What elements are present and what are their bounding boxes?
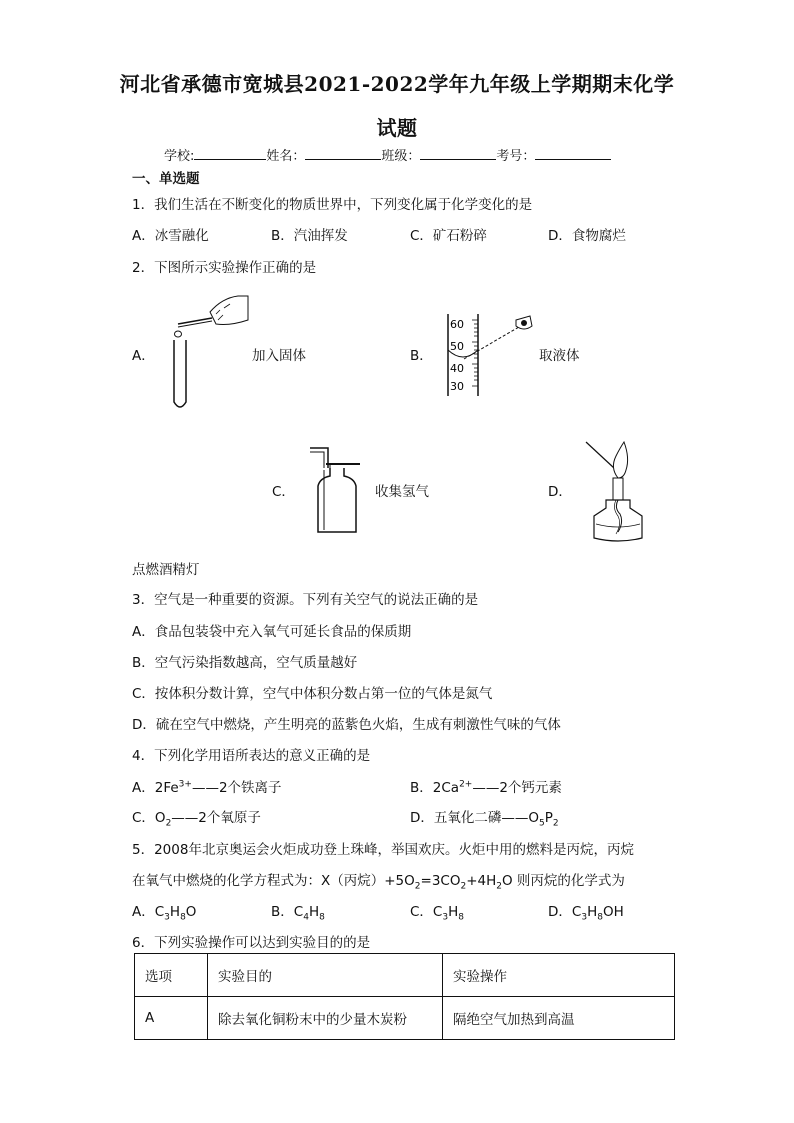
q2-option-a-caption: 加入固体 — [252, 348, 306, 364]
name-label: 姓名： — [266, 149, 306, 164]
gas-collection-bottle-figure — [300, 446, 366, 536]
class-label: 班级： — [381, 149, 421, 164]
tick-60: 60 — [450, 318, 464, 331]
school-label: 学校: — [164, 149, 195, 164]
q1-option-b[interactable]: B．汽油挥发 — [271, 228, 348, 244]
q5-option-d[interactable]: D．$C_3H_8OH$ — [548, 904, 624, 923]
number-blank[interactable] — [535, 147, 611, 160]
number-label: 考号： — [496, 149, 536, 164]
q1-option-a[interactable]: A．冰雪融化 — [132, 228, 209, 244]
table-header-cell: 选项 — [135, 954, 208, 997]
q2-option-d-label[interactable]: D． — [548, 484, 572, 500]
test-tube-adding-solid-figure — [160, 290, 250, 415]
table-header-row — [135, 954, 675, 997]
q3-option-c[interactable]: C．按体积分数计算，空气中体积分数占第一位的气体是氮气 — [132, 686, 493, 702]
q2-option-a-label[interactable]: A． — [132, 348, 155, 364]
table-header-cell: 实验目的 — [208, 954, 443, 997]
table-header-cell: 实验操作 — [443, 954, 675, 997]
q4-option-b[interactable]: B．$2Ca^{2+}——2$个钙元素 — [410, 779, 562, 796]
q2-option-c-label[interactable]: C． — [272, 484, 295, 500]
exam-title-line1: 河北省承德市宽城县2021-2022学年九年级上学期期末化学 — [119, 72, 675, 96]
table-cell: 除去氧化铜粉末中的少量木炭粉 — [208, 997, 443, 1040]
section-heading: 一、单选题 — [132, 171, 200, 187]
q5-stem-line2: 在氧气中燃烧的化学方程式为：X（丙烷）$+5O_2=3CO_2+4H_2O$ 则丙烷的化学式为 — [132, 873, 625, 892]
q6-stem: 6．下列实验操作可以达到实验目的的是 — [132, 935, 371, 951]
tick-40: 40 — [450, 362, 464, 375]
table-cell: A — [135, 997, 208, 1040]
q1-stem: 1．我们生活在不断变化的物质世界中，下列变化属于化学变化的是 — [132, 197, 533, 213]
q2-option-b-caption: 取液体 — [539, 348, 580, 364]
exam-title-line2: 试题 — [376, 116, 418, 140]
q2-option-c-caption: 收集氢气 — [375, 484, 429, 500]
q3-option-a[interactable]: A．食品包装袋中充入氧气可延长食品的保质期 — [132, 624, 412, 640]
class-blank[interactable] — [420, 147, 496, 160]
q5-stem-line1: 5．2008年北京奥运会火炬成功登上珠峰，举国欢庆。火炬中用的燃料是丙烷，丙烷 — [132, 842, 634, 858]
alcohol-lamp-figure — [580, 438, 650, 544]
q2-option-b-label[interactable]: B． — [410, 348, 433, 364]
q3-stem: 3．空气是一种重要的资源。下列有关空气的说法正确的是 — [132, 592, 479, 608]
q3-option-d[interactable]: D．硫在空气中燃烧，产生明亮的蓝紫色火焰，生成有刺激性气味的气体 — [132, 717, 561, 733]
q4-option-c[interactable]: C．$O_2——2$个氧原子 — [132, 810, 261, 829]
table-cell: 隔绝空气加热到高温 — [443, 997, 675, 1040]
q5-option-c[interactable]: C．$C_3H_8$ — [410, 904, 464, 923]
student-info-row — [164, 145, 611, 164]
school-blank[interactable] — [194, 147, 266, 160]
q2-option-d-caption: 点燃酒精灯 — [132, 562, 200, 578]
q3-option-b[interactable]: B．空气污染指数越高，空气质量越好 — [132, 655, 358, 671]
q5-option-a[interactable]: A．$C_3H_8O$ — [132, 904, 197, 923]
graduated-cylinder-figure — [428, 312, 540, 398]
q1-option-d[interactable]: D．食物腐烂 — [548, 228, 626, 244]
q4-option-d[interactable]: D．五氧化二磷$——O_5P_2$ — [410, 810, 559, 829]
q2-stem: 2．下图所示实验操作正确的是 — [132, 260, 317, 276]
tick-50: 50 — [450, 340, 464, 353]
name-blank[interactable] — [305, 147, 381, 160]
table-row — [135, 997, 675, 1040]
q5-option-b[interactable]: B．$C_4H_8$ — [271, 904, 325, 923]
q4-stem: 4．下列化学用语所表达的意义正确的是 — [132, 748, 371, 764]
q1-option-c[interactable]: C．矿石粉碎 — [410, 228, 487, 244]
q4-option-a[interactable]: A．$2Fe^{3+}——2$个铁离子 — [132, 779, 282, 796]
experiment-table — [134, 953, 675, 1040]
tick-30: 30 — [450, 380, 464, 393]
